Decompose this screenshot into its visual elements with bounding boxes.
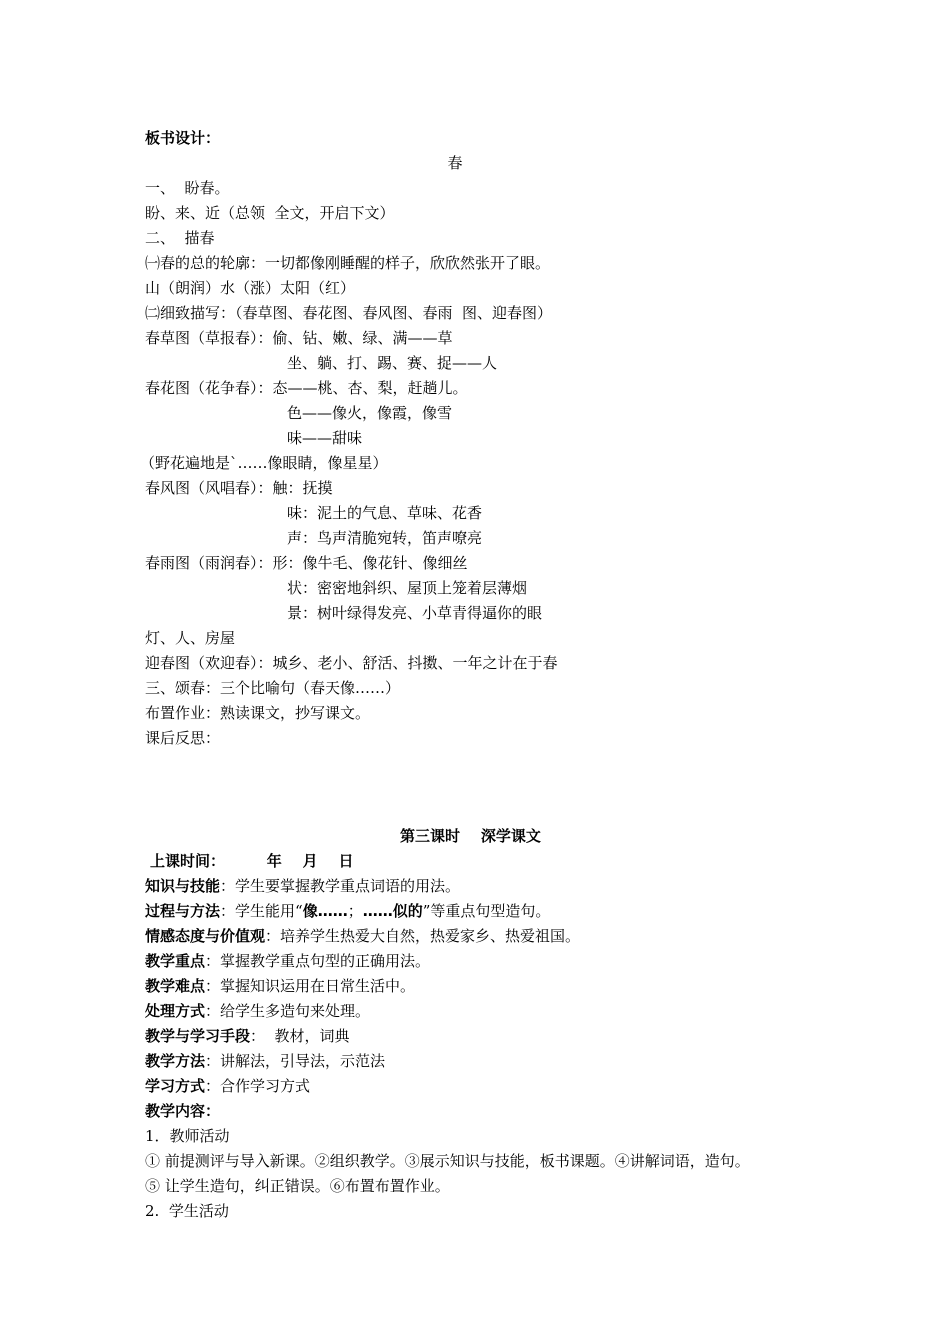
difficulty-text: ：掌握知识运用在日常生活中。 xyxy=(205,977,416,995)
emotion-values xyxy=(145,926,580,946)
handling-method xyxy=(145,1001,370,1021)
board-line-14: 味：泥土的气息、草味、花香 xyxy=(287,504,483,522)
board-line-12: （野花遍地是`……像眼睛，像星星） xyxy=(140,454,388,472)
handling-text: ：给学生多造句来处理。 xyxy=(205,1002,371,1020)
board-line-2: 盼、来、近（总领 全文，开启下文） xyxy=(145,204,395,222)
means-label: 教学与学习手段 xyxy=(145,1027,251,1045)
board-line-3: 二、 描春 xyxy=(145,229,215,247)
board-line-13: 春风图（风唱春）：触：抚摸 xyxy=(145,479,333,497)
board-line-4: ㈠春的总的轮廓：一切都像刚睡醒的样子，欣欣然张开了眼。 xyxy=(145,254,551,272)
process-label: 过程与方法 xyxy=(145,902,221,920)
difficulty-label: 教学难点 xyxy=(145,977,206,995)
reflection-line: 课后反思： xyxy=(145,729,221,747)
handling-label: 处理方式 xyxy=(145,1002,206,1020)
board-line-15: 声：鸟声清脆宛转，笛声嘹亮 xyxy=(287,529,483,547)
process-method xyxy=(145,901,550,921)
process-text-3: ”等重点句型造句。 xyxy=(422,902,551,920)
board-line-20: 迎春图（欢迎春）：城乡、老小、舒活、抖擞、一年之计在于春 xyxy=(145,654,558,672)
board-line-6: ㈡细致描写：（春草图、春花图、春风图、春雨 图、迎春图） xyxy=(145,304,553,322)
process-text-1: ：学生能用“ xyxy=(220,902,303,920)
learning-label: 学习方式 xyxy=(145,1077,206,1095)
teaching-difficulty xyxy=(145,976,415,996)
methods-text: ：讲解法，引导法，示范法 xyxy=(205,1052,386,1070)
student-activity: 2. 学生活动 xyxy=(145,1202,229,1220)
board-line-21: 三、颂春：三个比喻句（春天像……） xyxy=(145,679,401,697)
learning-mode xyxy=(145,1076,310,1096)
homework-line: 布置作业：熟读课文，抄写课文。 xyxy=(145,704,371,722)
content-heading: 教学内容： xyxy=(145,1102,221,1120)
board-line-17: 状：密密地斜织、屋顶上笼着层薄烟 xyxy=(287,579,528,597)
board-line-5: 山（朗润）水（涨）太阳（红） xyxy=(145,279,356,297)
teacher-steps-1: ① 前提测评与导入新课。②组织教学。③展示知识与技能，板书课题。④讲解词语，造句。 xyxy=(145,1152,750,1170)
emotion-text: ：培养学生热爱大自然，热爱家乡、热爱祖国。 xyxy=(265,927,581,945)
board-line-19: 灯、人、房屋 xyxy=(145,629,236,647)
teacher-steps-2: ⑤ 让学生造句，纠正错误。⑥布置布置作业。 xyxy=(145,1177,450,1195)
board-line-7: 春草图（草报春）：偷、钻、嫩、绿、满——草 xyxy=(145,329,453,347)
board-line-1: 一、 盼春。 xyxy=(145,179,230,197)
knowledge-label: 知识与技能 xyxy=(145,877,221,895)
class-time: 上课时间： 年 月 日 xyxy=(150,852,354,870)
board-title: 春 xyxy=(447,154,463,172)
learning-text: ：合作学习方式 xyxy=(205,1077,311,1095)
teaching-means xyxy=(145,1026,350,1046)
board-line-11: 味——甜味 xyxy=(287,429,363,447)
means-text: ： 教材，词典 xyxy=(250,1027,350,1045)
methods-label: 教学方法 xyxy=(145,1052,206,1070)
process-text-2: ； xyxy=(347,902,363,920)
knowledge-text: ：学生要掌握教学重点词语的用法。 xyxy=(220,877,461,895)
board-line-16: 春雨图（雨润春）：形：像牛毛、像花针、像细丝 xyxy=(145,554,468,572)
teacher-activity: 1．教师活动 xyxy=(145,1127,230,1145)
board-line-9: 春花图（花争春）：态——桃、杏、梨，赶趟儿。 xyxy=(145,379,468,397)
board-heading: 板书设计： xyxy=(145,129,221,147)
process-pattern-2: ……似的 xyxy=(362,902,423,920)
knowledge-skills xyxy=(145,876,460,896)
board-line-8: 坐、躺、打、踢、赛、捉——人 xyxy=(287,354,498,372)
focus-text: ：掌握教学重点句型的正确用法。 xyxy=(205,952,431,970)
process-pattern-1: 像…… xyxy=(302,902,348,920)
teaching-focus xyxy=(145,951,430,971)
board-line-18: 景：树叶绿得发亮、小草青得逼你的眼 xyxy=(287,604,543,622)
board-line-10: 色——像火，像霞，像雪 xyxy=(287,404,453,422)
lesson3-title: 第三课时 深学课文 xyxy=(400,827,541,845)
teaching-methods xyxy=(145,1051,385,1071)
focus-label: 教学重点 xyxy=(145,952,206,970)
emotion-label: 情感态度与价值观 xyxy=(145,927,266,945)
